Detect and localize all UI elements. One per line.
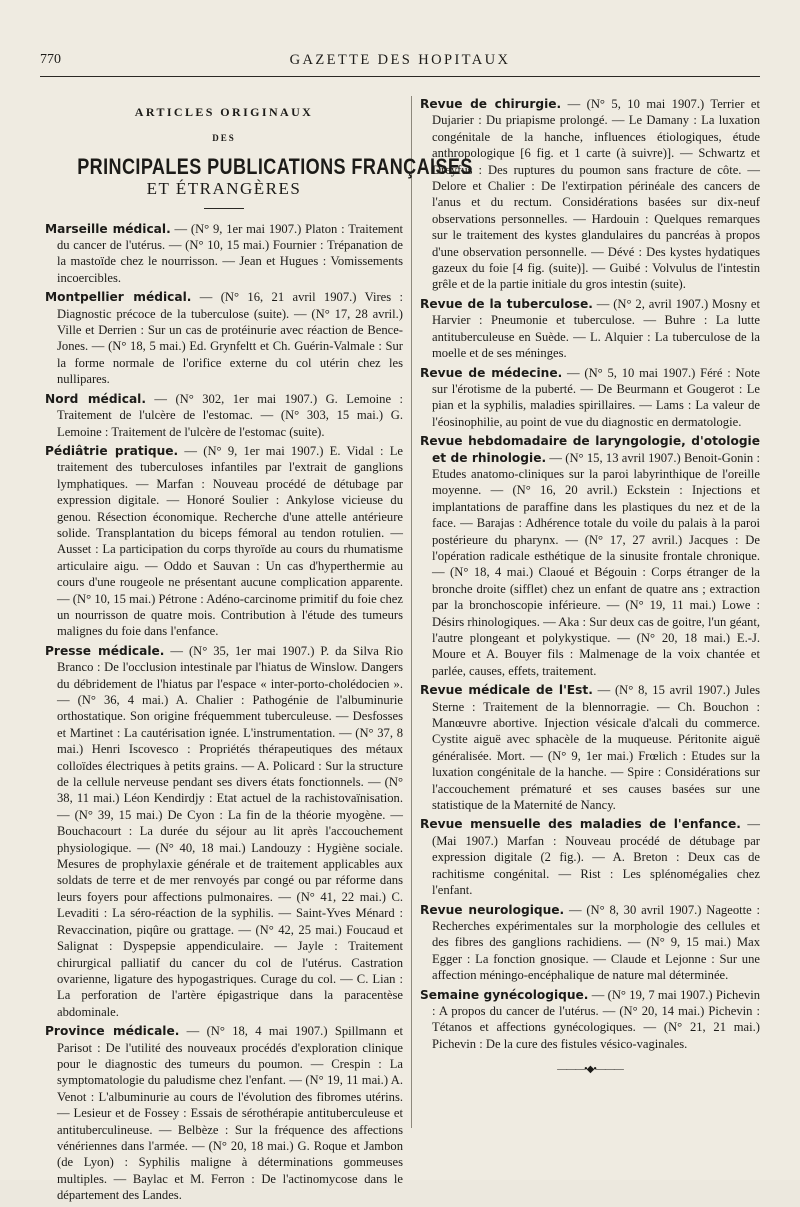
section-heading-line2: DES bbox=[212, 133, 236, 144]
entry-text: — (N° 5, 10 mai 1907.) Terrier et Dujarier : Du priapisme prolongé. — Le Damany : La luxation congénitale de la hanche, influences étiologiques, étude anthropologique [6 fig. et 1 carte (à suivre)]. — Schwartz et Dreyfus : Des ruptures du poumon sans fracture de côte. — Delore et Chalier : De l'extirpation périnéale des cancers de l'anus et du rectum. Considérations basées sur dix-neuf observations personnelles. — Hardouin : Quelques remarques sur le traitement des kystes glandulaires du pancréas à propos d'une observation personnelle. — Dévé : Des kystes hydatiques gazeux du foie [4 fig. (suite)]. — Guibé : Volvulus de l'intestin grêle et de la partie initiale du gros intestin (suite). bbox=[432, 97, 760, 292]
entry-title: Presse médicale. bbox=[45, 643, 165, 658]
left-column bbox=[45, 96, 473, 1207]
entry-text: — (N° 5, 10 mai 1907.) Féré : Note sur l'érotisme de la puberté. — De Beurmann et Gougerot : Le pian et la syphilis, maladies spirillaires. — Lams : La valeur de l'éosinophilie, au point de vue du diagnostic en dermatologie. bbox=[432, 365, 760, 429]
page-number: 770 bbox=[40, 52, 61, 67]
entry-title: Revue de médecine. bbox=[420, 365, 563, 380]
section-heading-rule bbox=[204, 208, 244, 209]
entry-text: — (N° 8, 15 avril 1907.) Jules Sterne : Traitement de la blennorragie. — Ch. Bouchon : Manœuvre abortive. Injection vésicale d'alcali du commerce. Cystite aiguë avec sphacèle de la muqueuse. Péritonite aiguë généralisée. Mort. — (N° 9, 1er mai.) Frœlich : Etudes sur la luxation congénitale de la hanche. — Spire : Considérations sur l'accouchement prématuré et ses causes basées sur une statistique de la Maternité de Nancy. bbox=[432, 683, 761, 813]
entry-text: — (N° 19, 7 mai 1907.) Pichevin : A propos du cancer de l'utérus. — (N° 20, 14 mai.) Pichevin : Tétanos et affections gynécologiques. — (N° 21, 21 mai.) Pichevin : De la cure des fistules vésico-vaginales. bbox=[432, 987, 761, 1051]
entry-title: Pédiâtrie pratique. bbox=[45, 443, 179, 458]
entry-title: Revue de la tuberculose. bbox=[420, 296, 593, 311]
column-divider bbox=[411, 96, 412, 1128]
entry-revue-medicale-de-lest bbox=[420, 682, 760, 813]
entry-text: — (N° 2, avril 1907.) Mosny et Harvier : Pneumonie et tuberculose. — Buhre : La lutte antituberculeuse en Suède. — L. Alquier : La tuberculose de la moelle et de ses méninges. bbox=[432, 296, 760, 361]
entry-semaine-gynecologique bbox=[420, 987, 760, 1053]
entry-text: — (N° 9, 1er mai 1907.) E. Vidal : Le traitement des tuberculoses infantiles par l'extrait de ganglions lymphatiques. — Marfan : Nouveau procédé de détubage par expression digitale. — Honoré Soulier : Ankylose vicieuse du genou. Résection économique. Recherche d'une attelle antérieure solide. Transplantation du biceps fémoral au tendon rotulien. — Ausset : La participation du corps thyroïde au cours du rhumatisme articulaire aigu. — Oddo et Sauvan : Un cas d'hyperthermie au cours d'une rougeole ne présentant aucune complication apparente. — (N° 10, 15 mai.) Pétrone : Adéno-carcinome primitif du foie chez un nourrisson de quatre mois. Contribution à l'étude des tumeurs malignes du foie dans l'enfance. bbox=[57, 443, 404, 639]
section-heading-line3: PRINCIPALES PUBLICATIONS FRANÇAISES bbox=[77, 153, 473, 179]
section-heading-line4: ET ÉTRANGÈRES bbox=[146, 179, 302, 199]
entry-presse-medicale bbox=[45, 643, 403, 1020]
entry-text: — (N° 302, 1er mai 1907.) G. Lemoine : Traitement de l'ulcère de l'estomac. — (N° 303, 15 mai.) G. Lemoine : Traitement de l'ulcère de l'estomac (suite). bbox=[57, 391, 403, 439]
entry-revue-hebdomadaire-laryngologie bbox=[420, 433, 760, 679]
entry-title: Province médicale. bbox=[45, 1024, 180, 1039]
entry-title: Montpellier médical. bbox=[45, 290, 192, 305]
entry-text: — (N° 8, 30 avril 1907.) Nageotte : Recherches expérimentales sur la morphologie des cellules et des fibres des ganglions rachidiens. — (N° 9, 15 mai.) Max Egger : La fonction gnosique. — Claude et Lejonne : Sur une affection méningo-encéphalique de nature mal déterminée. bbox=[432, 902, 760, 983]
entry-text: — (N° 15, 13 avril 1907.) Benoit-Gonin : Etudes anatomo-cliniques sur la paroi labyrinthique de l'oreille moyenne. — (N° 16, 20 avril.) Eckstein : Injections et implantations de paraffine dans les plastiques du nez et de la face. — Barajas : Adhérence totale du voile du palais à la paroi postérieure du pharynx. — (N° 17, 27 avril.) Jacques : De l'opération radicale esthétique de la sinusite frontale chronique. — (N° 18, 4 mai.) Claoué et Bégouin : Corps étranger de la bronche droite (sifflet) chez un enfant de quatre ans ; extraction par la bronchoscopie inférieure. — (N° 19, 11 mai.) Lowe : Désirs rhinologiques. — Aka : Sur deux cas de goitre, l'un géant, l'autre plongeant et polykystique. — (N° 20, 18 mai.) E.-J. Moure et A. Bouyer fils : Malmenage de la voix chantée et parlée, causes, effets, traitement. bbox=[432, 450, 760, 678]
entry-title: Nord médical. bbox=[45, 391, 146, 406]
entry-title: Semaine gynécologique. bbox=[420, 987, 589, 1002]
entry-nord-medical bbox=[45, 391, 403, 440]
entry-title: Revue hebdomadaire de laryngologie, d'otologie et de rhinologie. bbox=[420, 434, 760, 465]
entry-pediatrie-pratique bbox=[45, 443, 403, 640]
entry-text: — (Mai 1907.) Marfan : Nouveau procédé de détubage par expression digitale (2 fig.). — A. Breton : Deux cas de rachitisme congénital. — Rist : Les splénomégalies chez l'enfant. bbox=[432, 817, 760, 898]
entry-province-medicale bbox=[45, 1023, 403, 1203]
entry-text: — (N° 18, 4 mai 1907.) Spillmann et Parisot : De l'utilité des nouveaux procédés d'exploration clinique pour le diagnostic des tumeurs du poumon. — Crespin : La symptomatologie du paludisme chez l'enfant. — (N° 19, 11 mai.) A. Venot : L'albuminurie au cours de l'évolution des fibromes utérins. — Lesieur et de Fossey : Essais de sérothérapie antituberculeuse et antituberculineuse. — Belbèze : Sur la fréquence des affections vénériennes dans l'armée. — (N° 20, 18 mai.) G. Roque et Jambon (de Lyon) : Syphilis maligne à déterminations gommeuses multiples. — Baylac et M. Ferron : De l'actinomycose dans le département des Landes. bbox=[57, 1024, 403, 1203]
header-rule bbox=[40, 76, 760, 77]
entry-text: — (N° 35, 1er mai 1907.) P. da Silva Rio Branco : De l'occlusion intestinale par l'hiatus de Winslow. Dangers du débridement de l'hiatus par l'espace « inter-porto-cholédocien ». — (N° 36, 4 mai.) A. Chalier : Pathogénie de l'albuminurie orthostatique. Son origine fréquemment tuberculeuse. — Desfosses et Martinet : La cautérisation ignée. L'instrumentation. — (N° 37, 8 mai.) Henri Iscovesco : Propriétés thérapeutiques des métaux colloïdes électriques à petits grains. — A. Policard : Sur la structure de la cellule nerveuse pendant ses divers états fonctionnels. — (N° 38, 11 mai.) Léon Kendirdjy : Etat actuel de la rachistovaïnisation. — (N° 39, 15 mai.) De Cyon : La fin de la théorie myogène. — Bouchacourt : La durée du séjour au lit après l'accouchement physiologique. — (N° 40, 18 mai.) Landouzy : Hygiène sociale. Mesures de prophylaxie générale et de traitement applicables aux soldats de terre et de mer renvoyés par congé ou par réforme dans leurs foyers pour affections pulmonaires. — (N° 41, 22 mai.) C. Levaditi : La séro-réaction de la syphilis. — Saint-Yves Ménard : Revaccination, piqûre ou grattage. — (N° 42, 25 mai.) Foucaud et Salignat : Dyspepsie appendiculaire. — Jayle : Traitement chirurgical palliatif du cancer du col de l'utérus. Castration ovarienne, ligature des hypogastriques. Curage du col. — C. Lian : La perforation de l'artère épigastrique dans la paracentèse abdominale. bbox=[57, 643, 403, 1019]
end-ornament: ———•◆•——— bbox=[557, 1064, 623, 1076]
running-head bbox=[40, 52, 760, 72]
section-heading bbox=[45, 104, 473, 209]
journal-title: GAZETTE DES HOPITAUX bbox=[289, 52, 511, 68]
entry-title: Revue mensuelle des maladies de l'enfance. bbox=[420, 817, 741, 832]
section-heading-line1: ARTICLES ORIGINAUX bbox=[134, 105, 314, 119]
entry-revue-neurologique bbox=[420, 902, 760, 984]
entry-title: Revue neurologique. bbox=[420, 902, 565, 917]
entry-montpellier-medical bbox=[45, 289, 403, 387]
entry-revue-de-la-tuberculose bbox=[420, 296, 760, 362]
entry-text: — (N° 16, 21 avril 1907.) Vires : Diagnostic précoce de la tuberculose (suite). — (N° 17, 28 avril.) Ville et Derrien : Sur un cas de protéinurie avec réaction de Bence-Jones. — (N° 18, 5 mai.) Ed. Grynfeltt et Ch. Guérin-Valmale : Sur la forme normale de l'orifice externe du col utérin chez les nullipares. bbox=[57, 290, 403, 387]
entry-text: — (N° 9, 1er mai 1907.) Platon : Traitement du cancer de l'utérus. — (N° 10, 15 mai.) Fournier : Trépanation de la mastoïde chez le nourrisson. — Jean et Hugues : Vomissements incoercibles. bbox=[57, 221, 403, 285]
entry-revue-de-chirurgie bbox=[420, 96, 760, 293]
entry-title: Revue médicale de l'Est. bbox=[420, 683, 593, 698]
entry-revue-de-medecine bbox=[420, 365, 760, 431]
entry-revue-mensuelle-maladies-enfance bbox=[420, 816, 760, 898]
entry-marseille-medical bbox=[45, 221, 403, 287]
entry-title: Revue de chirurgie. bbox=[420, 97, 562, 111]
entry-title: Marseille médical. bbox=[45, 221, 171, 236]
right-column bbox=[420, 96, 760, 1079]
